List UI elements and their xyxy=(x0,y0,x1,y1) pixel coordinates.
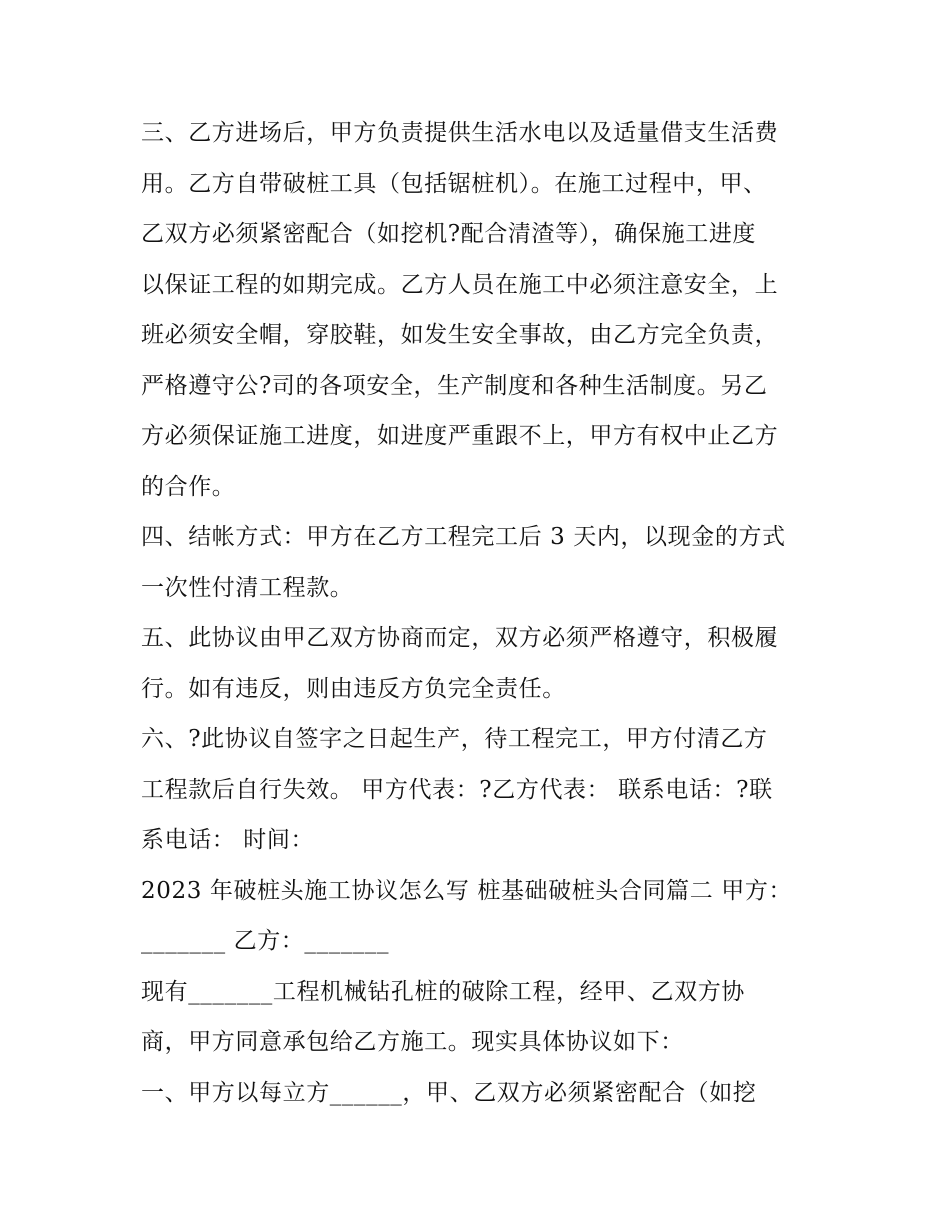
text-line: 的合作。 xyxy=(141,473,236,500)
text-line: 乙双方必须紧密配合（如挖机?配合清渣等），确保施工进度 xyxy=(141,221,757,247)
text-line: 五、此协议由甲乙双方协商而定，双方必须严格遵守，积极履 xyxy=(141,625,779,651)
text-line: 严格遵守公?司的各项安全，生产制度和各种生活制度。另乙 xyxy=(141,372,768,399)
text-line: 系电话： 时间： xyxy=(141,827,315,853)
text-line: 2023 年破桩头施工协议怎么写 桩基础破桩头合同篇二 甲方： xyxy=(141,877,793,904)
text-line: 三、乙方进场后，甲方负责提供生活水电以及适量借支生活费 xyxy=(141,120,779,146)
text-line: 四、结帐方式：甲方在乙方工程完工后 3 天内，以现金的方式 xyxy=(141,524,786,550)
text-line: 一次性付清工程款。 xyxy=(141,574,354,601)
body-text xyxy=(141,108,821,1118)
text-line: 以保证工程的如期完成。乙方人员在施工中必须注意安全，上 xyxy=(141,271,779,298)
text-line: 行。如有违反，则由违反方负完全责任。 xyxy=(141,675,566,702)
text-line: 六、?此协议自签字之日起生产，待工程完工，甲方付清乙方 xyxy=(141,726,768,752)
text-line: 班必须安全帽，穿胶鞋，如发生安全事故，由乙方完全负责， xyxy=(141,322,779,348)
text-line: 现有_______工程机械钻孔桩的破除工程，经甲、乙双方协 xyxy=(141,978,745,1005)
text-line: 方必须保证施工进度，如进度严重跟不上，甲方有权中止乙方 xyxy=(141,423,779,449)
text-line: 商，甲方同意承包给乙方施工。现实具体协议如下： xyxy=(141,1029,684,1055)
text-line: 工程款后自行失效。 甲方代表：?乙方代表： 联系电话：?联 xyxy=(141,776,773,803)
text-line: _______ 乙方：_______ xyxy=(141,928,390,954)
text-line: 一、甲方以每立方______，甲、乙双方必须紧密配合（如挖 xyxy=(141,1079,757,1106)
text-line: 用。乙方自带破桩工具（包括锯桩机）。在施工过程中，甲、 xyxy=(141,170,767,197)
